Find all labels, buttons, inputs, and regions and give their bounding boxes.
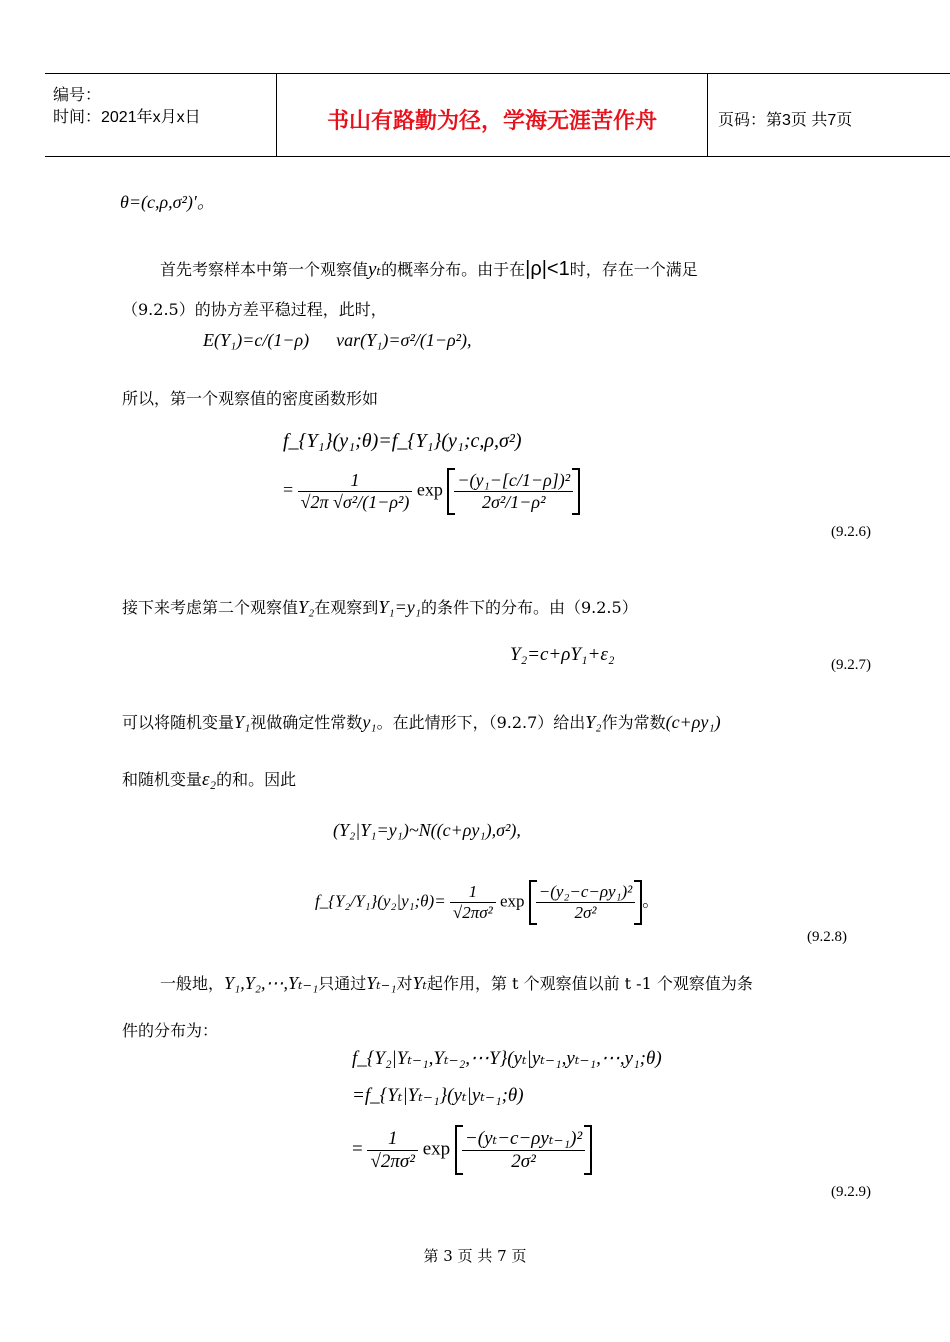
p5-epsilon: ε₂ (202, 769, 217, 790)
paragraph-first-observation (160, 259, 698, 280)
f1-denominator: √2π √σ²/(1−ρ²) (300, 492, 410, 512)
p1-text-c: 时，存在一个满足 (569, 260, 698, 279)
f1-numerator: 1 (298, 470, 413, 492)
f3-exp-fraction (462, 1127, 585, 1173)
motto-title: 书山有路勤为径，学海无涯苦作舟 (326, 109, 657, 134)
equation-number-926: (9.2.6) (831, 524, 871, 540)
page-indicator: 页码：第3页 共7页 (718, 112, 853, 129)
serial-label: 编号： (53, 87, 102, 104)
f2-bracket (529, 880, 642, 925)
p6-yt: Yₜ (412, 973, 427, 993)
p1-line2: （9.2.5）的协方差平稳过程，此时， (122, 300, 387, 319)
f1-bracket (447, 468, 580, 515)
header-center-cell (277, 74, 708, 156)
f2-exp: exp (500, 891, 525, 911)
f2-numerator: 1 (450, 882, 496, 903)
p4-text-c: 。在此情形下，（9.2.7）给出 (376, 713, 586, 732)
p3-text-b: 在观察到 (314, 598, 379, 617)
header-right-cell (708, 74, 950, 156)
y2-equation: Y₂=c+ρY₁+ε₂ (510, 644, 615, 665)
f3-denominator: √2πσ² (370, 1150, 415, 1172)
f1-equals: = (283, 479, 294, 500)
time-label: 时间：2021年x月x日 (53, 109, 201, 126)
f1-exp-numerator: −(y₁−[c/1−ρ])² (454, 470, 573, 492)
header-left-cell (45, 74, 277, 156)
f2-fraction (450, 882, 496, 923)
paragraph-density-intro: 所以，第一个观察值的密度函数形如 (122, 389, 379, 408)
p6-sequence: Y₁,Y₂,⋯,Yₜ₋₁ (224, 973, 319, 993)
p6-line2: 件的分布为： (122, 1021, 219, 1040)
p4-y2: Y₂ (585, 712, 602, 732)
f3-bracket (455, 1125, 592, 1175)
p4-constant: (c+ρy₁) (665, 712, 721, 732)
p4-yy1: y₁ (362, 712, 377, 732)
paragraph-general (160, 973, 753, 994)
f2-denominator: √2πσ² (452, 903, 493, 922)
p4-text-d: 作为常数 (601, 713, 666, 732)
p6-text-c: 对 (396, 974, 413, 993)
paragraph-deterministic (122, 712, 721, 733)
theta-definition: θ=(c,ρ,σ²)′。 (120, 192, 215, 212)
density-general-line3 (352, 1125, 592, 1175)
p1-y: yₜ (368, 259, 382, 280)
f1-exp-denominator: 2σ²/1−ρ² (482, 492, 546, 512)
f2-lhs: f_{Y₂/Y₁}(y₂|y₁;θ)= (315, 891, 446, 911)
f1-exp-fraction (454, 470, 573, 513)
f3-numerator: 1 (367, 1128, 418, 1151)
page-footer: 第 3 页 共 7 页 (423, 1247, 527, 1265)
p5-text-b: 的和。因此 (216, 770, 297, 789)
f3-exp: exp (422, 1138, 451, 1160)
f1-exp: exp (416, 479, 443, 500)
conditional-distribution: (Y₂|Y₁=y₁)~N((c+ρy₁),σ²), (333, 820, 521, 840)
f2-tail: 。 (642, 891, 660, 911)
p4-text-b: 视做确定性常数 (250, 713, 363, 732)
page-header (45, 73, 950, 157)
p1-text: 首先考察样本中第一个观察值 (160, 260, 369, 279)
equation-number-929: (9.2.9) (831, 1184, 871, 1200)
p6-text-a: 一般地， (160, 974, 225, 993)
p1-text-b: 的概率分布。由于在 (381, 260, 526, 279)
equation-number-927: (9.2.7) (831, 657, 871, 673)
f2-exp-numerator: −(y₂−c−ρy₁)² (536, 882, 635, 903)
density-general-line1: f_{Y₂|Yₜ₋₁,Yₜ₋₂,⋯Y}(yₜ|yₜ₋₁,yₜ₋₁,⋯,y₁;θ) (352, 1048, 662, 1069)
f3-equals: = (352, 1138, 363, 1160)
f2-exp-fraction (536, 882, 635, 923)
f3-fraction (367, 1128, 418, 1173)
p5-text-a: 和随机变量 (122, 770, 203, 789)
p4-text-a: 可以将随机变量 (122, 713, 235, 732)
f3-exp-numerator: −(yₜ−c−ρyₜ₋₁)² (462, 1127, 585, 1151)
f2-exp-denominator: 2σ² (574, 903, 597, 922)
f1-fraction (298, 470, 413, 513)
paragraph-sum (122, 770, 296, 790)
density-general-line2: =f_{Yₜ|Yₜ₋₁}(yₜ|yₜ₋₁;θ) (352, 1085, 524, 1106)
equation-number-928: (9.2.8) (807, 929, 847, 945)
p6-ym1: Yₜ₋₁ (366, 973, 397, 993)
p4-y1: Y₁ (234, 712, 251, 732)
p6-text-b: 只通过 (318, 974, 367, 993)
moments-equation: E(Y₁)=c/(1−ρ) var(Y₁)=σ²/(1−ρ²), (203, 330, 472, 350)
density-y2-equation (315, 880, 659, 925)
p3-text-c: 的条件下的分布。由（9.2.5） (420, 598, 638, 617)
density-y1-line2 (283, 468, 580, 515)
paragraph-second-observation (122, 597, 638, 618)
density-y1-line1: f_{Y₁}(y₁;θ)=f_{Y₁}(y₁;c,ρ,σ²) (283, 430, 522, 452)
p1-condition: |ρ|<1 (525, 258, 570, 280)
p3-condition: Y₁=y₁ (378, 597, 421, 617)
f3-exp-denominator: 2σ² (511, 1151, 536, 1172)
p6-text-d: 起作用，第 t 个观察值以前 t -1 个观察值为条 (426, 974, 753, 993)
p3-y2: Y₂ (298, 597, 315, 617)
p3-text-a: 接下来考虑第二个观察值 (122, 598, 299, 617)
